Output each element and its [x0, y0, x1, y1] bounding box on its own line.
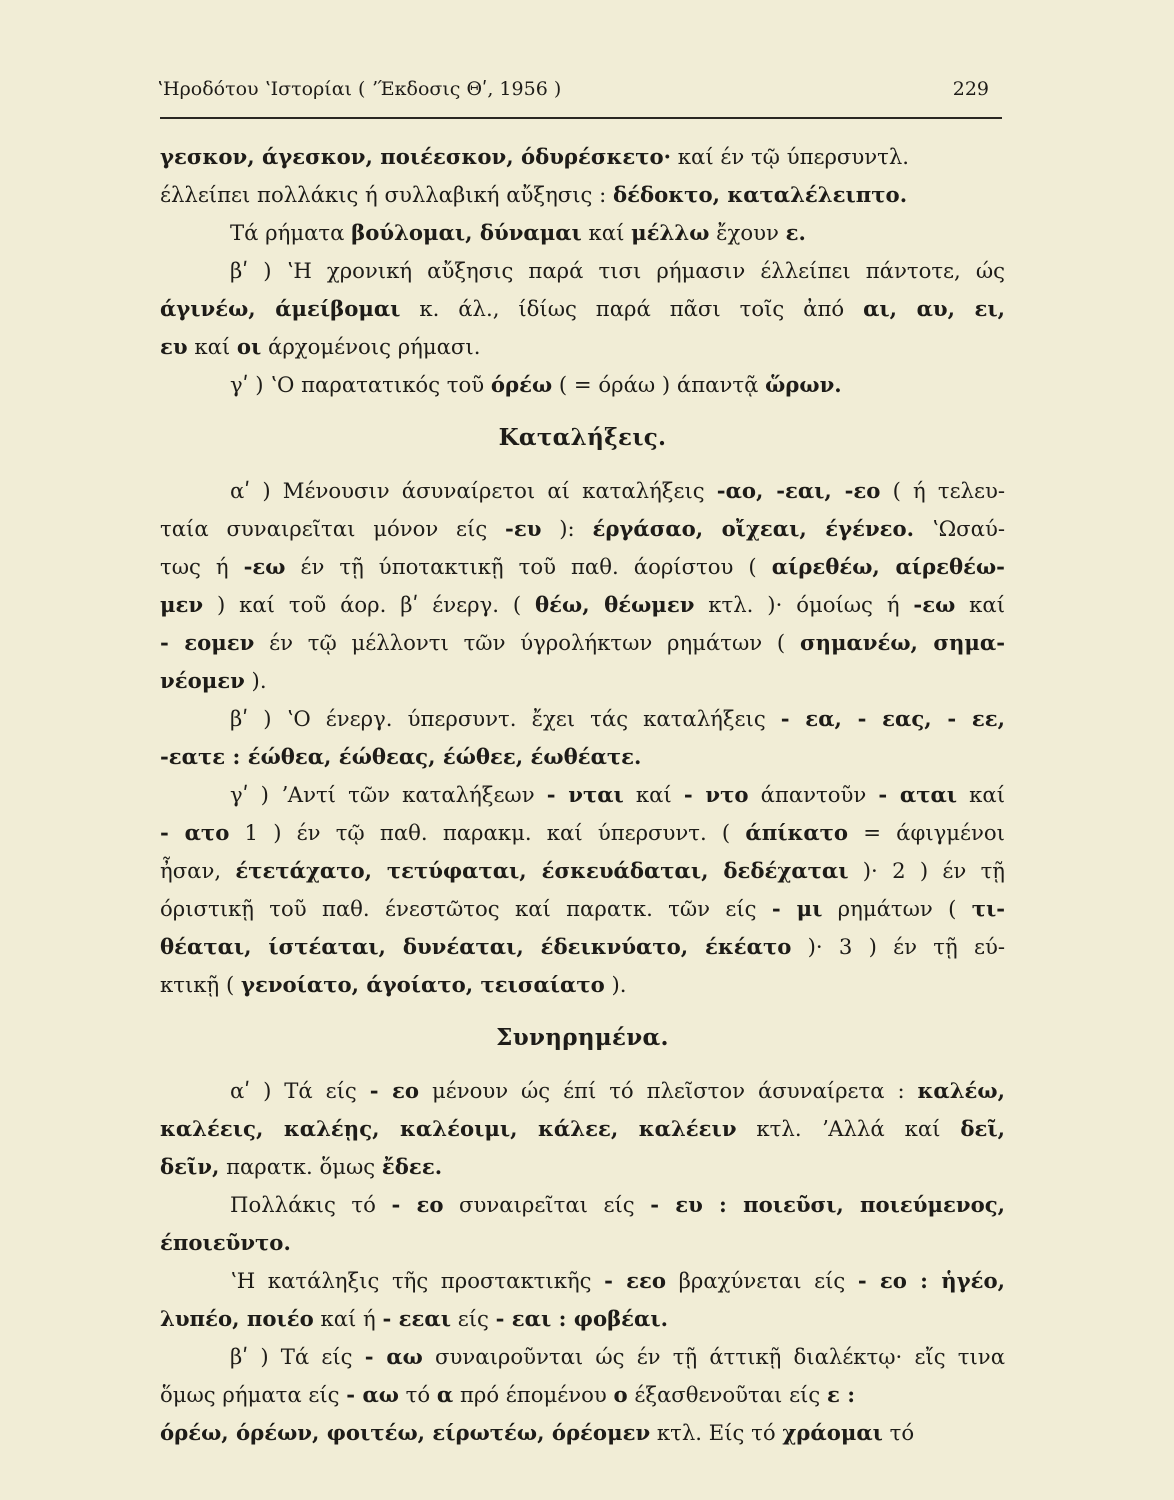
header-rule	[160, 117, 1002, 119]
text-line	[160, 590, 1005, 620]
text-run: βʹ ) Τά είς	[230, 1344, 365, 1369]
bold-term: όρέω	[490, 372, 553, 397]
text-run: ) καί τοῦ άορ. βʹ ένεργ. (	[203, 592, 536, 617]
text-run: τό	[882, 1420, 915, 1445]
bold-term: ο	[613, 1382, 628, 1407]
text-run: κτλ. )· όμοίως ή	[694, 592, 914, 617]
bold-term: τι-	[971, 896, 1006, 921]
text-run: 1 ) έν τῷ παθ. παρακμ. καί ύπερσυντ. (	[229, 820, 746, 845]
bold-term: έτετάχατο, τετύφαται, έσκευάδαται, δεδέχαται	[235, 858, 849, 883]
bold-term: - αω	[346, 1382, 399, 1407]
bold-term: μεν	[160, 592, 204, 617]
text-run: καί	[623, 782, 684, 807]
bold-term: -ευ	[505, 516, 542, 541]
bold-term: ε :	[826, 1382, 856, 1407]
text-line	[160, 970, 1005, 1000]
bold-term: - εαι : φοβέαι.	[495, 1306, 668, 1331]
bold-term: χράομαι	[782, 1420, 883, 1445]
text-run: όριστικῇ τοῦ παθ. ένεστῶτος καί παρατκ. τῶν είς	[160, 896, 772, 921]
text-run: έξασθενοῦται είς	[627, 1382, 827, 1407]
text-run: ταία συναιρεῖται μόνον είς	[160, 516, 506, 541]
text-line	[160, 1418, 1005, 1448]
bold-term: άπίκατο	[745, 820, 849, 845]
bold-term: ε.	[785, 220, 806, 245]
bold-term: - εο	[391, 1192, 444, 1217]
bold-term: μέλλω	[631, 220, 710, 245]
text-run: ἦσαν,	[160, 858, 236, 883]
bold-term: όρέω, όρέων, φοιτέω, είρωτέω, όρέομεν	[160, 1420, 651, 1445]
bold-term: - εομεν	[160, 630, 255, 655]
bold-term: - ντο	[683, 782, 749, 807]
text-line	[230, 218, 1005, 248]
bold-term: έργάσαο, οἴχεαι, έγένεο.	[592, 516, 915, 541]
text-line	[160, 1114, 1005, 1144]
text-run: κτλ. Είς τό	[650, 1420, 783, 1445]
text-line	[160, 332, 1005, 362]
text-run: ):	[541, 516, 593, 541]
text-run: τό	[398, 1382, 437, 1407]
bold-term: - εεαι	[382, 1306, 451, 1331]
text-run: κτικῇ (	[160, 972, 241, 997]
text-line	[160, 552, 1005, 582]
text-line	[160, 932, 1005, 962]
bold-term: ὥρων.	[765, 372, 842, 397]
bold-term: νέομεν	[160, 668, 245, 693]
bold-term: - εο : ἡγέο,	[857, 1268, 1005, 1293]
text-run: ).	[244, 668, 267, 693]
text-line	[160, 1228, 1005, 1258]
text-run: κ. άλ., ίδίως παρά πᾶσι τοῖς ἀπό	[400, 296, 864, 321]
text-run: καί	[955, 592, 1006, 617]
text-run: )· 2 ) έν τῇ	[848, 858, 1005, 883]
text-run: έλλείπει πολλάκις ή συλλαβική αὔξησις :	[160, 182, 614, 207]
bold-term: - ατο	[160, 820, 230, 845]
text-run: καί έν τῷ ύπερσυντλ.	[671, 144, 910, 169]
text-run: συναιρεῖται είς	[443, 1192, 651, 1217]
bold-term: - αω	[364, 1344, 423, 1369]
bold-term: - εο	[369, 1078, 420, 1103]
bold-term: αίρεθέω, αίρεθέω-	[771, 554, 1005, 579]
text-line	[160, 294, 1005, 324]
bold-term: σημανέω, σημα-	[799, 630, 1005, 655]
text-run: ).	[604, 972, 627, 997]
section-heading: Συνηρημένα.	[496, 1024, 669, 1051]
bold-term: θέαται, ίστέαται, δυνέαται, έδεικνύατο, έκέατο	[160, 934, 792, 959]
text-run: βραχύνεται είς	[666, 1268, 858, 1293]
text-line	[230, 1266, 1005, 1296]
text-run: γʹ ) ʽΟ παρατατικός τοῦ	[230, 372, 491, 397]
bold-term: - αται	[878, 782, 958, 807]
bold-term: αι, αυ, ει,	[863, 296, 1006, 321]
text-run: )· 3 ) έν τῇ εύ-	[791, 934, 1005, 959]
text-run: βʹ ) ʽΗ χρονική αὔξησις παρά τισι ρήμασιν έλλείπει πάντοτε, ώς	[230, 258, 1005, 283]
text-run: ʽΗ κατάληξις τῆς προστακτικῆς	[230, 1268, 605, 1293]
text-run: ἔχουν	[709, 220, 786, 245]
bold-term: -εατε : έώθεα, έώθεας, έώθεε, έωθέατε.	[160, 744, 642, 769]
header-title: ʽΗροδότου ʽΙστορίαι ( ʼΈκδοσις Θʹ, 1956 )	[157, 78, 562, 100]
text-line	[230, 256, 1005, 286]
text-line	[230, 1190, 1005, 1220]
bold-term: -εω	[913, 592, 956, 617]
bold-term: λυπέο, ποιέο	[160, 1306, 314, 1331]
bold-term: - ευ : ποιεῦσι, ποιεύμενος,	[650, 1192, 1005, 1217]
text-line	[160, 742, 1005, 772]
text-run: = άφιγμένοι	[848, 820, 1005, 845]
text-line	[230, 370, 1005, 400]
text-line	[230, 704, 1005, 734]
text-run: έν τῷ μέλλοντι τῶν ύγρολήκτων ρημάτων (	[254, 630, 800, 655]
text-run: Πολλάκις τό	[230, 1192, 392, 1217]
bold-term: - νται	[546, 782, 624, 807]
text-line	[230, 476, 1005, 506]
text-line	[160, 1152, 1005, 1182]
bold-term: - εεο	[604, 1268, 667, 1293]
text-run: γʹ ) ʼΑντί τῶν καταλήξεων	[230, 782, 547, 807]
text-run: καί	[957, 782, 1006, 807]
text-run: αʹ ) Τά είς	[230, 1078, 370, 1103]
section-heading: Καταλήξεις.	[498, 424, 667, 451]
bold-term: ευ	[160, 334, 188, 359]
text-run: έν τῇ ύποτακτικῇ τοῦ παθ. άορίστου (	[285, 554, 772, 579]
bold-term: καλέεις, καλέῃς, καλέοιμι, κάλεε, καλέειν	[160, 1116, 737, 1141]
bold-term: έποιεῦντο.	[160, 1230, 291, 1255]
text-line	[160, 1380, 1005, 1410]
bold-term: δέδοκτο, καταλέλειπτο.	[613, 182, 908, 207]
text-run: ʽΩσαύ-	[914, 516, 1005, 541]
text-line	[160, 628, 1005, 658]
bold-term: - μι	[771, 896, 823, 921]
text-line	[160, 142, 1005, 172]
text-run: ( ή τελευ-	[880, 478, 1005, 503]
text-run: αʹ ) Μένουσιν άσυναίρετοι αί καταλήξεις	[230, 478, 717, 503]
text-line	[230, 1076, 1005, 1106]
bold-term: καλέω,	[917, 1078, 1005, 1103]
text-line	[230, 780, 1005, 810]
bold-term: - εα, - εας, - εε,	[780, 706, 1005, 731]
text-line	[160, 818, 1005, 848]
text-line	[230, 1342, 1005, 1372]
text-run: τως ή	[160, 554, 244, 579]
bold-term: άγινέω, άμείβομαι	[160, 296, 401, 321]
bold-term: ἔδεε.	[381, 1154, 443, 1179]
text-run: καί ή	[313, 1306, 383, 1331]
text-run: Τά ρήματα	[230, 220, 352, 245]
bold-term: α	[436, 1382, 454, 1407]
text-run: παρατκ. ὅμως	[219, 1154, 382, 1179]
bold-term: θέω, θέωμεν	[535, 592, 695, 617]
text-line	[160, 514, 1005, 544]
bold-term: βούλομαι, δύναμαι	[351, 220, 582, 245]
text-line	[160, 180, 1005, 210]
bold-term: δεῖν,	[160, 1154, 220, 1179]
text-line	[160, 666, 1005, 696]
bold-term: -αο, -εαι, -εο	[716, 478, 881, 503]
running-header	[157, 78, 989, 112]
bold-term: γεσκον, άγεσκον, ποιέεσκον, όδυρέσκετο·	[160, 144, 672, 169]
text-run: ρημάτων (	[822, 896, 972, 921]
text-run: ( = όράω ) άπαντᾷ	[552, 372, 766, 397]
text-line	[160, 1304, 1005, 1334]
text-run: άρχομένοις ρήμασι.	[261, 334, 481, 359]
text-run: καί	[187, 334, 237, 359]
page-number: 229	[952, 78, 989, 100]
text-run: ὅμως ρήματα είς	[160, 1382, 347, 1407]
text-run: βʹ ) ʽΟ ένεργ. ύπερσυντ. ἔχει τάς καταλήξεις	[230, 706, 781, 731]
text-run: είς	[451, 1306, 496, 1331]
text-run: άπαντοῦν	[748, 782, 879, 807]
bold-term: οι	[236, 334, 262, 359]
text-line	[160, 894, 1005, 924]
text-line	[160, 856, 1005, 886]
bold-term: -εω	[243, 554, 286, 579]
bold-term: δεῖ,	[960, 1116, 1005, 1141]
text-run: καί	[581, 220, 632, 245]
text-run: μένουν ώς έπί τό πλεῖστον άσυναίρετα :	[419, 1078, 918, 1103]
text-run: συναιροῦνται ώς έν τῇ άττικῇ διαλέκτῳ· εἴς τινα	[422, 1344, 1005, 1369]
text-run: κτλ. ʼΑλλά καί	[736, 1116, 961, 1141]
bold-term: γενοίατο, άγοίατο, τεισαίατο	[240, 972, 605, 997]
text-run: πρό έπομένου	[453, 1382, 614, 1407]
